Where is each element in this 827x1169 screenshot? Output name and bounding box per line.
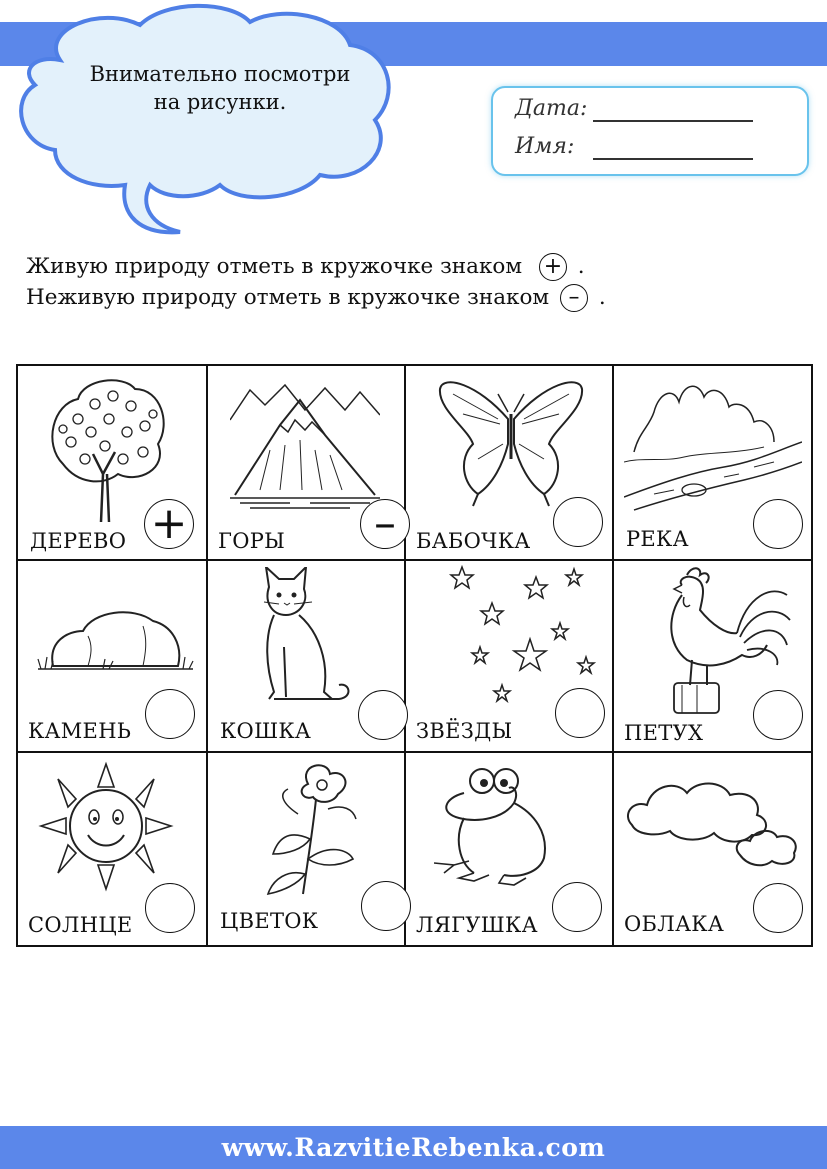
cloud-text-line1: Внимательно посмотри [89,62,351,86]
card-label: СОЛНЦЕ [28,913,133,937]
speech-cloud [0,0,420,240]
card-label: ОБЛАКА [624,912,725,936]
answer-circle[interactable] [361,881,411,931]
date-field[interactable] [593,120,753,122]
instruction-text-2: Неживую природу отметь в кружочке знаком [26,285,550,310]
frog-icon [434,763,584,888]
answer-circle[interactable] [358,690,408,740]
flower-icon [258,759,368,899]
card-label: ПЕТУХ [624,721,704,745]
answer-circle[interactable] [145,689,195,739]
card-label: РЕКА [626,527,689,551]
card-label: КАМЕНЬ [28,719,132,743]
card-flower [208,753,404,947]
card-cat [208,561,404,751]
card-label: КОШКА [220,719,312,743]
name-label: Имя: [515,134,575,159]
stone-icon [33,591,198,681]
card-sun [18,753,206,947]
card-label: ЦВЕТОК [220,909,319,933]
card-rooster [614,561,811,751]
card-frog [406,753,612,947]
date-row [515,96,587,121]
minus-sign-icon: – [560,284,588,312]
card-label: ДЕРЕВО [30,529,127,553]
butterfly-icon [438,374,584,509]
worksheet-grid [16,364,813,947]
name-field[interactable] [593,158,753,160]
card-mountains [208,366,404,559]
plus-sign-icon: + [539,253,567,281]
answer-circle[interactable] [753,690,803,740]
website-link[interactable]: www.RazvitieRebenka.com [221,1133,606,1162]
answer-circle[interactable] [753,499,803,549]
instruction-line-2 [26,283,606,313]
answer-circle[interactable]: – [360,499,410,549]
card-river [614,366,811,559]
answer-circle[interactable] [553,497,603,547]
instruction-end-1: . [577,254,585,279]
card-label: БАБОЧКА [416,529,531,553]
date-label: Дата: [515,96,588,121]
instruction-end-2: . [598,285,606,310]
card-butterfly [406,366,612,559]
card-stars [406,561,612,751]
river-icon [624,372,802,512]
mountains-icon [230,380,380,510]
card-label: ГОРЫ [218,529,286,553]
instruction-text-1: Живую природу отметь в кружочке знаком [26,254,523,279]
card-tree [18,366,206,559]
card-stone [18,561,206,751]
answer-circle[interactable] [552,882,602,932]
answer-circle[interactable] [145,883,195,933]
answer-circle[interactable]: + [144,499,194,549]
clouds-icon [622,775,802,875]
name-row [515,134,574,159]
instruction-line-1 [26,252,585,282]
card-label: ЗВЁЗДЫ [416,719,513,743]
cat-icon [244,567,354,707]
answer-circle[interactable] [753,883,803,933]
card-label: ЛЯГУШКА [416,913,538,937]
cloud-text [60,60,380,116]
date-name-box [491,86,809,176]
footer-bar [0,1126,827,1169]
answer-circle[interactable] [555,688,605,738]
stars-icon [426,565,596,705]
sun-icon [36,759,176,894]
cloud-text-line2: на рисунки. [153,90,287,114]
card-clouds [614,753,811,947]
